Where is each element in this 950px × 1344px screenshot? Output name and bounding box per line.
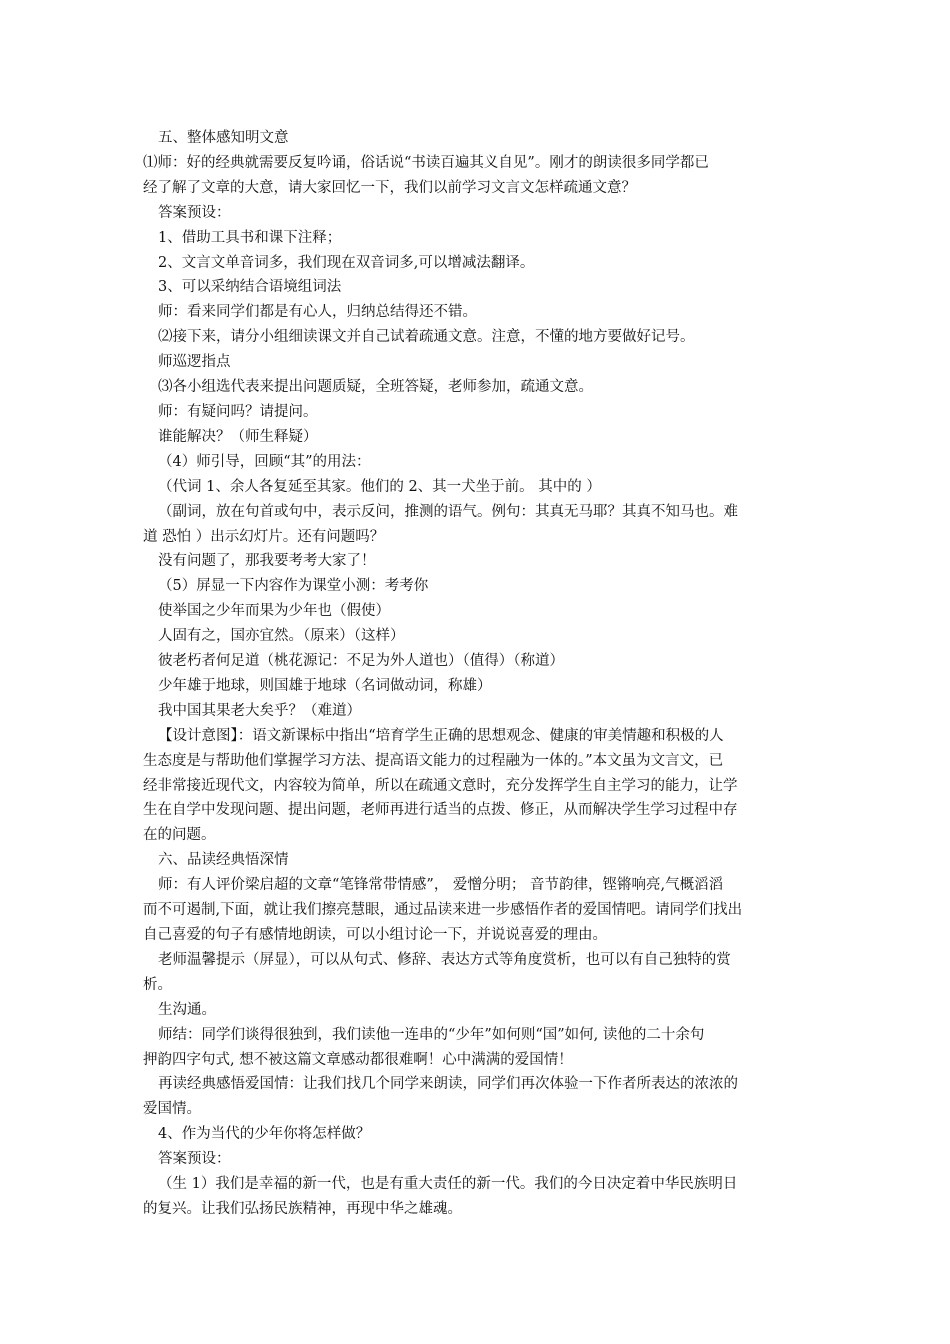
text-line: 而不可遏制,下面，就让我们擦亮慧眼，通过品读来进一步感悟作者的爱国情吧。请同学们找出 — [143, 902, 743, 919]
text-line: （代词 1、余人各复延至其家。他们的 2、其一犬坐于前。 其中的 ） — [158, 478, 601, 495]
text-line: 师巡逻指点 — [158, 354, 231, 371]
text-line: 爱国情。 — [143, 1101, 201, 1118]
text-line: 道 恐怕 ）出示幻灯片。还有问题吗？ — [143, 528, 385, 545]
text-line: 3、可以采纳结合语境组词法 — [158, 279, 342, 296]
text-line: 再读经典感悟爱国情：让我们找几个同学来朗读，同学们再次体验一下作者所表达的浓浓的 — [158, 1076, 738, 1093]
text-line: 生态度是与帮助他们掌握学习方法、提高语文能力的过程融为一体的。”本文虽为文言文，已 — [143, 752, 724, 769]
text-line: 2、文言文单音词多，我们现在双音词多,可以增减法翻译。 — [158, 254, 535, 271]
text-line: （4）师引导，回顾“其”的用法： — [158, 453, 371, 470]
text-line: 4、作为当代的少年你将怎样做？ — [158, 1126, 371, 1143]
text-line: 答案预设： — [158, 1151, 231, 1168]
text-line: 在的问题。 — [143, 827, 216, 844]
text-line: 使举国之少年而果为少年也（假使） — [158, 603, 390, 620]
text-line: 生沟通。 — [158, 1001, 216, 1018]
text-line: 没有问题了，那我要考考大家了！ — [158, 553, 376, 570]
text-line: 谁能解决？（师生释疑） — [158, 428, 318, 445]
text-line: （副词，放在句首或句中，表示反问，推测的语气。例句：其真无马耶？其真不知马也。难 — [158, 503, 738, 520]
text-line: 师结：同学们谈得很独到，我们读他一连串的“少年”如何则“国”如何, 读他的二十余句 — [158, 1026, 705, 1043]
text-line: 师：看来同学们都是有心人，归纳总结得还不错。 — [158, 304, 477, 321]
text-line: 师：有疑问吗？请提问。 — [158, 403, 318, 420]
text-line: 【设计意图】：语文新课标中指出“培育学生正确的思想观念、健康的审美情趣和积极的人 — [158, 727, 724, 744]
text-line: 少年雄于地球，则国雄于地球（名词做动词，称雄） — [158, 677, 492, 694]
text-line: 生在自学中发现问题、提出问题，老师再进行适当的点拨、修正，从而解决学生学习过程中存 — [143, 802, 738, 819]
text-line: （生 1）我们是幸福的新一代，也是有重大责任的新一代。我们的今日决定着中华民族明日 — [158, 1176, 738, 1193]
text-line: 的复兴。让我们弘扬民族精神，再现中华之雄魂。 — [143, 1200, 462, 1217]
text-line: ⑵接下来，请分小组细读课文并自己试着疏通文意。注意，不懂的地方要做好记号。 — [158, 329, 695, 346]
text-line: 经了解了文章的大意，请大家回忆一下，我们以前学习文言文怎样疏通文意？ — [143, 179, 636, 196]
text-line: 六、品读经典悟深情 — [158, 852, 289, 869]
document-body — [143, 126, 807, 1222]
text-line: 押韵四字句式, 想不被这篇文章感动都很难啊！心中满满的爱国情！ — [143, 1051, 573, 1068]
text-line: 老师温馨提示（屏显），可以从句式、修辞、表达方式等角度赏析，也可以有自己独特的赏 — [158, 951, 731, 968]
text-line: 五、整体感知明文意 — [158, 130, 289, 146]
text-line: 答案预设： — [158, 204, 231, 221]
text-line: 自己喜爱的句子有感情地朗读，可以小组讨论一下，并说说喜爱的理由。 — [143, 927, 607, 943]
text-line: 经非常接近现代文，内容较为简单，所以在疏通文意时，充分发挥学生自主学习的能力，让学 — [143, 777, 738, 794]
text-line: 彼老朽者何足道（桃花源记：不足为外人道也）（值得）（称道） — [158, 653, 564, 670]
text-line: ⑶各小组选代表来提出问题质疑，全班答疑，老师参加，疏通文意。 — [158, 379, 593, 396]
text-line: 我中国其果老大矣乎？（难道） — [158, 702, 361, 719]
text-line: 师：有人评价梁启超的文章“笔锋常带情感”， 爱憎分明； 音节韵律，铿锵响亮,气概滔滔 — [158, 877, 724, 894]
text-line: 人固有之，国亦宜然。（原来）（这样） — [158, 628, 405, 645]
text-line: 1、借助工具书和课下注释； — [158, 229, 342, 246]
text-line: 析。 — [143, 976, 172, 993]
text-line: ⑴师：好的经典就需要反复吟诵，俗话说“书读百遍其义自见”。刚才的朗读很多同学都已 — [143, 154, 709, 171]
text-line: （5）屏显一下内容作为课堂小测：考考你 — [158, 578, 429, 595]
